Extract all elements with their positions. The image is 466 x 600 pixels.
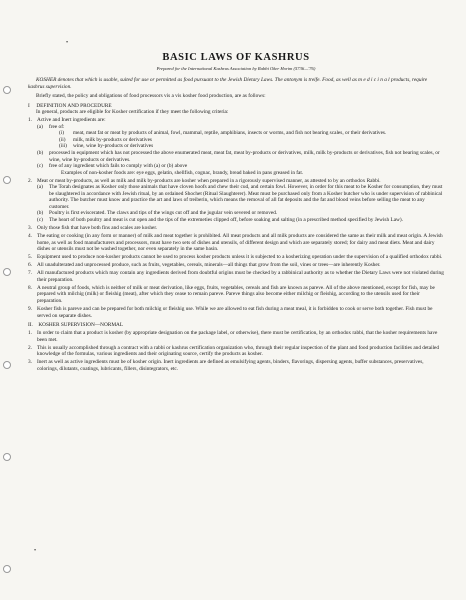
list-item	[28, 262, 444, 269]
sub-item-number: (a)	[37, 123, 43, 130]
page-subtitle: Prepared for the International Kashrus Association by Rabbi Oker Horim (5736—'76)	[156, 66, 316, 71]
page-title: BASIC LAWS OF KASHRUS	[162, 52, 310, 63]
intro-paragraph: Briefly stated, the policy and obligations of food processors vis a vis kosher food production, are as follows:	[36, 93, 266, 100]
binder-hole	[3, 86, 11, 94]
sub-item	[37, 124, 444, 150]
item-text: Only those fish that have both fins and scales are kosher.	[37, 224, 158, 231]
item-number: 1.	[28, 330, 32, 337]
general-criteria: In general, products are eligible for Kosher certification if they meet the following criteria:	[36, 109, 229, 116]
sub-item-number: (c)	[37, 216, 43, 223]
list-item	[28, 270, 444, 283]
item-number: 9.	[28, 306, 32, 312]
sub-sub-item-number: (iii)	[59, 143, 67, 150]
section-title: DEFINITION AND PROCEDURE	[36, 102, 112, 109]
list-item	[28, 233, 444, 253]
item-text: The eating or cooking (in any form or manner) of milk and meat together is prohibited. All meat products and all milk products are considered the same as their milk and meat origin. A Jewish home, as well as food manufacturers and processors, must have two sets of dishes and utensils, of different design and which are separately stored; for dairy and meat diets. Meat and dairy dishes or utensils must not be washed together, nor even separately in the same basin.	[37, 233, 443, 253]
item-text: In order to claim that a product is kosher (by appropriate designation on the package label, or otherwise), there must be certification, by an orthodox rabbi, that the kosher requirements have been met.	[37, 330, 438, 343]
list-item	[28, 285, 444, 305]
list-item	[28, 178, 444, 224]
binder-holes	[0, 0, 14, 600]
list-item	[28, 225, 444, 232]
sub-item-number: (c)	[37, 163, 43, 170]
sub-item-number: (a)	[37, 184, 43, 191]
section-number: I	[28, 102, 30, 109]
sub-item	[37, 217, 444, 224]
sub-sub-item-number: (ii)	[59, 136, 66, 143]
sub-item-number: (b)	[37, 149, 44, 156]
item-number: 4.	[28, 233, 32, 240]
section-title: KOSHER SUPERVISION—NORMAL	[38, 322, 124, 329]
sub-item	[37, 184, 444, 210]
section-number: II.	[28, 322, 33, 329]
sub-item-text: processed in equipment which has not processed the above enumerated meat, meat fat, meat by-products or derivatives, milk, milk by-products or derivatives, fish not bearing scales, or wine, wine by-products or derivatives.	[49, 149, 440, 163]
binder-hole	[3, 268, 11, 276]
item-text: This is usually accomplished through a contract with a rabbi or kashrus certification organization who, through their regular inspection of the plant and food production facilities and detailed knowledge of the formulas, various ingredients and their originating source, certify the products as kosher.	[37, 344, 440, 358]
item-number: 2.	[28, 177, 32, 184]
examples-text: Examples of non-kosher foods are: eye eggs, gelatin, shellfish, cognac, brandy, bread baked in pans greased in fat.	[61, 169, 304, 176]
list-item	[28, 117, 444, 176]
binder-hole	[3, 453, 11, 461]
item-text: Kosher fish is pareve and can be prepared for both milchig or fleishig use. While we are allowed to eat fish during a meat meal, it is forbidden to cook or serve both together. Fish must be served on separate dishes.	[37, 306, 433, 319]
item-number: 5.	[28, 254, 32, 261]
item-text: Equipment used to produce non-kosher products cannot be used to process kosher products unless it is subjected to a kosherizing operation under the supervision of a qualified orthodox rabbi.	[37, 254, 443, 261]
binder-hole	[3, 361, 11, 369]
sub-item-number: (b)	[37, 210, 44, 217]
list-item	[28, 306, 444, 319]
item-text: Active and Inert ingredients are:	[37, 117, 106, 124]
sub-item-text: Poultry is first eviscerated. The claws and tips of the wings cut off and the jugular vein severed or removed.	[49, 210, 278, 217]
sub-sub-item-text: meat, meat fat or meat by products of animal, fowl, mammal, reptile, amphibians, insects or worms, and fish not bearing scales, or their derivatives.	[73, 130, 387, 137]
item-number: 8.	[28, 284, 32, 291]
list-item	[28, 330, 444, 343]
sub-item-text: free of:	[49, 123, 65, 130]
item-text: Inert as well as active ingredients must be of kosher origin. Inert ingredients are defined as emulsifying agents, binders, flavorings, dispersing agents, buffer substances, preservatives, colorings, dilutants, coatings, lubricants, fillers, disintegrators, etc.	[37, 359, 424, 372]
scan-speck: •	[66, 40, 69, 46]
item-text: All manufactured products which may contain any ingredients derived from doubtful origins must be checked by a rabbinical authority as to whether the Dietary Laws were not violated during their preparation.	[37, 270, 444, 283]
sub-item	[37, 163, 444, 176]
item-number: 1.	[28, 117, 32, 124]
sub-sub-item-text: wine, wine by-products or derivatives	[73, 143, 154, 150]
sub-sub-item-number: (i)	[59, 130, 64, 137]
item-number: 2.	[28, 344, 32, 351]
scan-speck: •	[34, 548, 37, 554]
binder-hole	[3, 176, 11, 184]
item-number: 3.	[28, 359, 32, 366]
item-text: Meat or meat by-products, as well as milk and milk by-products are kosher when prepared in a rigorously supervised manner, as attested to by an orthodox Rabbi.	[37, 177, 381, 184]
document-body	[28, 52, 444, 372]
item-number: 7.	[28, 270, 32, 277]
sub-item-text: The heart of both poultry and meat is cut open and the tips of the extremeties clipped off, before soaking and salting (in a prescribed method specified by Jewish Law).	[49, 216, 403, 223]
binder-hole	[3, 565, 11, 573]
list-item	[28, 359, 444, 372]
item-number: 3.	[28, 224, 32, 231]
sub-item-text: free of any ingredient which fails to comply with (a) or (b) above	[49, 163, 188, 170]
list-item	[28, 254, 444, 261]
kosher-definition: KOSHER denotes that which is usable, suited for use or permitted as food pursuant to the Jewish Dietary Laws. The antonym is treife. Food, as well as m e d i c i n a l products, require kashrus supervision.	[28, 77, 428, 90]
sub-sub-item-text: milk, milk by-products or derivatives	[73, 136, 152, 143]
sub-item	[37, 150, 444, 163]
item-text: All unadulterated and unprocessed produce, such as fruits, vegetables, cereals, minerals—all things that grow from the soil, vines or trees—are inherently Kosher.	[37, 262, 381, 269]
item-number: 6.	[28, 262, 32, 269]
sub-item-text: The Torah designates as Kosher only those animals that have cloven hoofs and chew their cud, and certain fowl. However, in order for this meat to be Kosher for consumption, they must be slaughtered in accordance with Jewish ritual, by an ordained Shochet (Ritual Slaughterer). Meat must be purchased only from a Kosher butcher who is under supervision of rabbinical authority. The butcher must know and practice the art and laws of treiberin, which means the removal of all fat deposits and the fat and blood veins before selling the meat to any customer.	[49, 184, 443, 210]
section-heading	[28, 322, 444, 329]
item-text: A neutral group of foods, which is neither of milk or meat derivation, like eggs, fruits, vegetables, cereals and fish are known as pareve. All of the above mentioned, except for fish, may be prepared with milchig (milk) or fleishig (meat), after which they cease to remain pareve. Pareve things also become either milchig or fleishig, according to the utensils used for their preparation.	[37, 284, 435, 304]
list-item	[28, 345, 444, 358]
